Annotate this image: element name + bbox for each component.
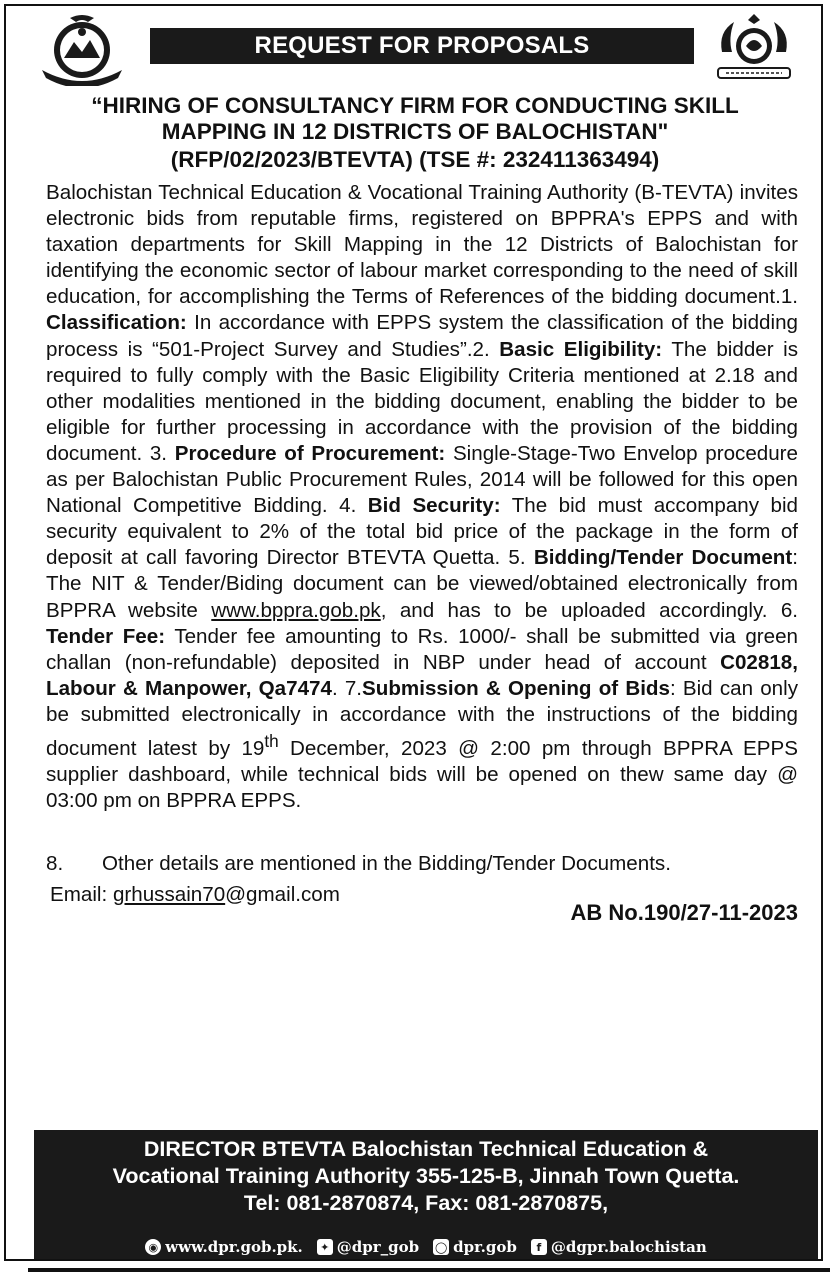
ab-number: AB No.190/27-11-2023 (570, 900, 798, 925)
director-contact-block (34, 1130, 818, 1235)
rfp-heading-line2: MAPPING IN 12 DISTRICTS OF BALOCHISTAN" (161, 119, 669, 144)
tender-fee-end: . 7. (331, 676, 363, 700)
email-domain: @gmail.com (225, 883, 340, 906)
rfp-reference: (RFP/02/2023/BTEVTA) (TSE #: 232411363494) (170, 147, 660, 172)
bppra-website-link[interactable]: www.bppra.gob.pk (211, 598, 381, 622)
social-instagram-label: dpr.gob (453, 1238, 517, 1256)
item-8-text: Other details are mentioned in the Bidding/Tender Documents. (102, 852, 671, 875)
globe-icon: ◉ (145, 1239, 161, 1255)
social-bar (34, 1235, 818, 1259)
contact-email (50, 882, 340, 908)
facebook-icon: f (531, 1239, 547, 1255)
social-facebook[interactable] (531, 1238, 707, 1256)
tender-document-text-end: , and has to be uploaded accordingly. 6. (380, 598, 798, 622)
classification-label: Classification: (46, 311, 187, 335)
rfp-body (46, 180, 798, 814)
submission-label: Submission & Opening of Bids (362, 676, 670, 700)
intro-text: Balochistan Technical Education & Vocational Training Authority (B-TEVTA) invites electronic bids from reputable firms, registered on BPPRA's EPPS and with taxation departments for Skill Mapping in the 12 Districts of Balochistan for identifying the economic sector of labour market corresponding to the need of skill education, for accomplishing the Terms of References of the bidding document.1. (46, 181, 798, 309)
bid-security-label: Bid Security: (367, 494, 501, 518)
tender-document-text: : The NIT & Tender/Biding document can be viewed/obtained electronically from BPPRA website (46, 546, 798, 622)
footer-line2: Vocational Training Authority 355-125-B, Jinnah Town Quetta. (112, 1164, 740, 1188)
account-head: C02818, Labour & Manpower, Qa7474 (46, 650, 798, 700)
eligibility-label: Basic Eligibility: (499, 337, 663, 361)
item-8-number: 8. (46, 852, 64, 875)
email-label: Email: (50, 883, 113, 906)
social-website-label: www.dpr.gob.pk. (165, 1238, 303, 1256)
twitter-icon: ✦ (317, 1239, 333, 1255)
social-instagram[interactable] (433, 1238, 517, 1256)
social-twitter-label: @dpr_gob (336, 1238, 420, 1256)
bottom-divider (28, 1268, 830, 1272)
tender-fee-label: Tender Fee: (46, 624, 166, 648)
date-suffix: th (264, 730, 279, 751)
bid-security-text: The bid must accompany bid security equivalent to 2% of the total bid price of the package in the form of deposit at call favoring Director BTEVTA Quetta. 5. (46, 494, 798, 570)
balochistan-seal-icon (36, 12, 128, 86)
instagram-icon: ◯ (434, 1240, 448, 1254)
tender-fee-text: Tender fee amounting to Rs. 1000/- shall be submitted via green challan (non-refundable) deposited in NBP under head of account (46, 624, 799, 674)
rfp-heading-line1: “HIRING OF CONSULTANCY FIRM FOR CONDUCTING SKILL (91, 93, 739, 118)
procedure-label: Procedure of Procurement: (174, 441, 446, 465)
submission-text: : Bid can only be submitted electronically in accordance with the instructions of the bidding document latest by 19 (46, 676, 798, 760)
tender-document-label: Bidding/Tender Document (533, 546, 793, 570)
eligibility-text: The bidder is required to fully comply with the Basic Eligibility Criteria mentioned at 2.18 and other modalities mentioned in the bidding document, enabling the bidder to be eligible for further processing in accordance with the provision of the bidding document. 3. (46, 337, 798, 465)
classification-text: In accordance with EPPS system the classification of the bidding process is “501-Project Survey and Studies”.2. (46, 311, 798, 361)
social-twitter[interactable] (317, 1238, 419, 1256)
social-facebook-label: @dgpr.balochistan (550, 1238, 707, 1256)
page-title: REQUEST FOR PROPOSALS (150, 28, 694, 64)
govt-emblem-icon (708, 12, 800, 86)
item-8 (46, 851, 806, 877)
footer-line3: Tel: 081-2870874, Fax: 081-2870875, (243, 1191, 609, 1215)
email-address-link[interactable]: grhussain70 (112, 883, 226, 906)
footer-line1: DIRECTOR BTEVTA Balochistan Technical Education & (143, 1137, 709, 1161)
social-website[interactable] (145, 1238, 302, 1256)
submission-text-end: December, 2023 @ 2:00 pm through BPPRA EPPS supplier dashboard, while technical bids will be opened on thew same day @ 03:00 pm on BPPRA EPPS. (46, 736, 799, 813)
procedure-text: Single-Stage-Two Envelop procedure as per Balochistan Public Procurement Rules, 2014 will be followed for this open National Competitive Bidding. 4. (46, 441, 798, 518)
